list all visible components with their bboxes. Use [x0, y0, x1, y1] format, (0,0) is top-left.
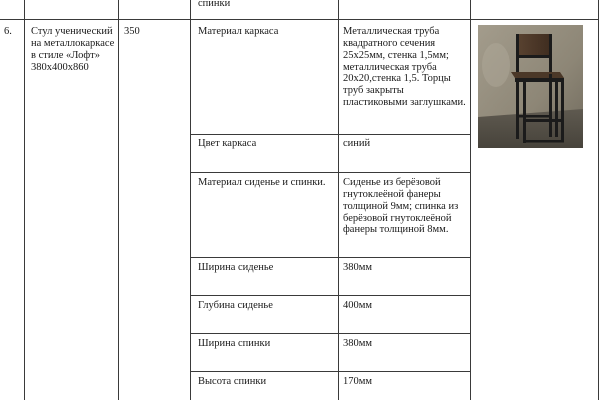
column-border	[24, 0, 25, 400]
spec-value: Металлическая труба квадратного сечения 25х25мм, стенка 1,5мм; металлическая труба 20х20,стенка 1,5. Торцы труб закрыты пластиковыми заглушками.	[343, 26, 466, 109]
row-border	[0, 19, 599, 20]
row-border	[190, 257, 470, 258]
row-border	[190, 371, 470, 372]
column-border	[598, 0, 599, 400]
spec-label: Ширина сиденье	[198, 262, 274, 273]
row-number: 6.	[4, 26, 12, 37]
spec-value: 170мм	[343, 376, 373, 387]
spec-label: Материал сиденье и спинки.	[198, 177, 326, 188]
row-border	[190, 134, 470, 135]
spec-label: Цвет каркаса	[198, 138, 257, 149]
column-border	[190, 0, 191, 400]
spec-label: Ширина спинки	[198, 338, 271, 349]
prev-row-fragment: спинки	[198, 0, 231, 9]
spec-value: синий	[343, 138, 371, 149]
spec-value: Сиденье из берёзовой гнутоклеёной фанеры толщиной 9мм; спинка из берёзовой гнутоклеёной фанеры толщиной 8мм.	[343, 177, 459, 236]
spec-label: Глубина сиденье	[198, 300, 273, 311]
spec-value: 380мм	[343, 338, 373, 349]
stool-image	[478, 25, 583, 148]
column-border	[338, 0, 339, 400]
row-border	[190, 295, 470, 296]
spec-label: Высота спинки	[198, 376, 267, 387]
column-border	[470, 0, 471, 400]
spec-value: 400мм	[343, 300, 373, 311]
spec-label: Материал каркаса	[198, 26, 279, 37]
spec-value: 380мм	[343, 262, 373, 273]
product-photo	[478, 25, 583, 148]
item-name: Стул ученический на металлокаркасе в стиле «Лофт» 380х400х860	[31, 26, 115, 73]
row-border	[190, 172, 470, 173]
row-border	[190, 333, 470, 334]
item-quantity: 350	[124, 26, 140, 37]
column-border	[118, 0, 119, 400]
